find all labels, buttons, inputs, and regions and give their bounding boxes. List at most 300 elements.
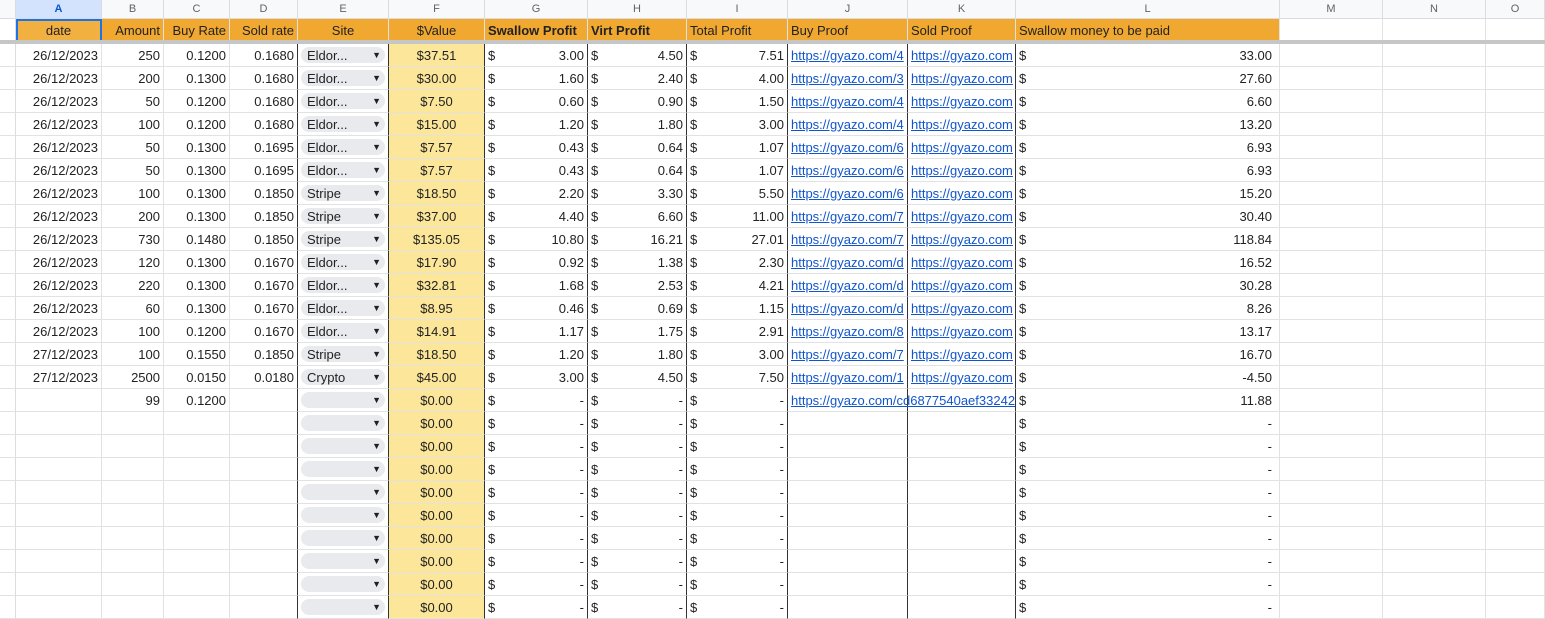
buy-rate-cell[interactable]: 0.1300	[164, 251, 230, 274]
virt-profit-cell[interactable]	[588, 343, 687, 366]
swallow-profit-cell[interactable]	[485, 481, 588, 504]
buy-rate-cell[interactable]	[164, 435, 230, 458]
header-value[interactable]: $Value	[389, 19, 485, 42]
header-buy-proof[interactable]: Buy Proof	[788, 19, 908, 42]
empty-cell[interactable]	[1280, 527, 1383, 550]
date-cell[interactable]	[16, 458, 102, 481]
empty-cell[interactable]	[1280, 596, 1383, 619]
site-dropdown[interactable]	[301, 185, 385, 201]
empty-cell[interactable]	[1383, 389, 1486, 412]
swallow-money-cell[interactable]	[1016, 113, 1280, 136]
virt-profit-cell[interactable]	[588, 90, 687, 113]
site-dropdown-cell[interactable]	[298, 67, 389, 90]
header-virt-profit[interactable]: Virt Profit	[588, 19, 687, 42]
amount-cell[interactable]: 100	[102, 343, 164, 366]
sold-proof-cell[interactable]	[908, 550, 1016, 573]
column-header-n[interactable]: N	[1383, 0, 1486, 19]
total-profit-cell[interactable]	[687, 205, 788, 228]
empty-cell[interactable]	[1280, 343, 1383, 366]
empty-cell[interactable]	[1280, 274, 1383, 297]
empty-cell[interactable]	[1383, 182, 1486, 205]
column-header-i[interactable]: I	[687, 0, 788, 19]
sold-proof-link[interactable]: https://gyazo.com	[911, 231, 1013, 247]
swallow-money-cell[interactable]	[1016, 67, 1280, 90]
empty-cell[interactable]	[1280, 573, 1383, 596]
total-profit-cell[interactable]	[687, 182, 788, 205]
empty-cell[interactable]	[1280, 113, 1383, 136]
site-dropdown[interactable]	[301, 461, 385, 477]
buy-proof-cell[interactable]	[788, 251, 908, 274]
empty-cell[interactable]	[1383, 274, 1486, 297]
empty-cell[interactable]	[1486, 389, 1545, 412]
swallow-money-cell[interactable]	[1016, 320, 1280, 343]
swallow-money-cell[interactable]	[1016, 228, 1280, 251]
site-dropdown[interactable]	[301, 300, 385, 316]
date-cell[interactable]: 26/12/2023	[16, 320, 102, 343]
buy-proof-cell[interactable]	[788, 435, 908, 458]
empty-cell[interactable]	[1280, 251, 1383, 274]
empty-cell[interactable]	[1383, 159, 1486, 182]
date-cell[interactable]: 26/12/2023	[16, 90, 102, 113]
date-cell[interactable]	[16, 504, 102, 527]
empty-cell[interactable]	[1383, 113, 1486, 136]
total-profit-cell[interactable]	[687, 274, 788, 297]
amount-cell[interactable]	[102, 573, 164, 596]
total-profit-cell[interactable]	[687, 550, 788, 573]
date-cell[interactable]: 26/12/2023	[16, 113, 102, 136]
swallow-money-cell[interactable]	[1016, 596, 1280, 619]
total-profit-cell[interactable]	[687, 297, 788, 320]
buy-rate-cell[interactable]: 0.1300	[164, 67, 230, 90]
empty-cell[interactable]	[1280, 182, 1383, 205]
empty-cell[interactable]	[1486, 274, 1545, 297]
sold-proof-cell[interactable]	[908, 159, 1016, 182]
total-profit-cell[interactable]	[687, 596, 788, 619]
total-profit-cell[interactable]	[687, 573, 788, 596]
site-dropdown[interactable]	[301, 530, 385, 546]
empty-cell[interactable]	[1486, 228, 1545, 251]
empty-cell[interactable]	[1486, 550, 1545, 573]
swallow-profit-cell[interactable]	[485, 366, 588, 389]
date-cell[interactable]: 26/12/2023	[16, 136, 102, 159]
value-cell[interactable]: $135.05	[389, 228, 485, 251]
empty-cell[interactable]	[1486, 67, 1545, 90]
column-header-h[interactable]: H	[588, 0, 687, 19]
swallow-money-cell[interactable]	[1016, 90, 1280, 113]
swallow-profit-cell[interactable]	[485, 182, 588, 205]
sold-rate-cell[interactable]	[230, 573, 298, 596]
swallow-money-cell[interactable]	[1016, 274, 1280, 297]
site-dropdown-cell[interactable]	[298, 320, 389, 343]
buy-rate-cell[interactable]: 0.1200	[164, 113, 230, 136]
swallow-profit-cell[interactable]	[485, 159, 588, 182]
date-cell[interactable]: 26/12/2023	[16, 205, 102, 228]
virt-profit-cell[interactable]	[588, 205, 687, 228]
total-profit-cell[interactable]	[687, 412, 788, 435]
site-dropdown-cell[interactable]	[298, 458, 389, 481]
header-swallow-profit[interactable]: Swallow Profit	[485, 19, 588, 42]
value-cell[interactable]: $0.00	[389, 412, 485, 435]
sold-proof-cell[interactable]	[908, 251, 1016, 274]
swallow-profit-cell[interactable]	[485, 274, 588, 297]
swallow-profit-cell[interactable]	[485, 343, 588, 366]
swallow-profit-cell[interactable]	[485, 550, 588, 573]
header-blank-cell[interactable]	[1383, 19, 1486, 42]
site-dropdown[interactable]	[301, 507, 385, 523]
buy-proof-cell[interactable]	[788, 596, 908, 619]
date-cell[interactable]	[16, 596, 102, 619]
swallow-profit-cell[interactable]	[485, 389, 588, 412]
virt-profit-cell[interactable]	[588, 504, 687, 527]
swallow-money-cell[interactable]	[1016, 435, 1280, 458]
sold-rate-cell[interactable]: 0.1670	[230, 274, 298, 297]
virt-profit-cell[interactable]	[588, 527, 687, 550]
site-dropdown-cell[interactable]	[298, 389, 389, 412]
sold-rate-cell[interactable]: 0.1695	[230, 136, 298, 159]
buy-rate-cell[interactable]: 0.1200	[164, 389, 230, 412]
value-cell[interactable]: $0.00	[389, 458, 485, 481]
empty-cell[interactable]	[1486, 435, 1545, 458]
site-dropdown[interactable]	[301, 438, 385, 454]
date-cell[interactable]: 26/12/2023	[16, 251, 102, 274]
site-dropdown-cell[interactable]	[298, 596, 389, 619]
buy-rate-cell[interactable]: 0.1300	[164, 136, 230, 159]
buy-proof-cell[interactable]	[788, 274, 908, 297]
sold-proof-cell[interactable]	[908, 527, 1016, 550]
column-header-b[interactable]: B	[102, 0, 164, 19]
buy-proof-cell[interactable]	[788, 458, 908, 481]
empty-cell[interactable]	[1486, 343, 1545, 366]
column-header-g[interactable]: G	[485, 0, 588, 19]
virt-profit-cell[interactable]	[588, 297, 687, 320]
amount-cell[interactable]	[102, 435, 164, 458]
swallow-money-cell[interactable]	[1016, 504, 1280, 527]
empty-cell[interactable]	[1486, 596, 1545, 619]
sold-proof-cell[interactable]	[908, 136, 1016, 159]
swallow-money-cell[interactable]	[1016, 573, 1280, 596]
empty-cell[interactable]	[1486, 458, 1545, 481]
swallow-money-cell[interactable]	[1016, 44, 1280, 67]
amount-cell[interactable]: 50	[102, 90, 164, 113]
empty-cell[interactable]	[1280, 550, 1383, 573]
empty-cell[interactable]	[1486, 527, 1545, 550]
empty-cell[interactable]	[1383, 44, 1486, 67]
buy-proof-cell[interactable]	[788, 113, 908, 136]
buy-proof-cell[interactable]	[788, 320, 908, 343]
amount-cell[interactable]: 120	[102, 251, 164, 274]
sold-proof-cell[interactable]	[908, 205, 1016, 228]
buy-proof-cell[interactable]	[788, 90, 908, 113]
empty-cell[interactable]	[1486, 251, 1545, 274]
amount-cell[interactable]: 100	[102, 320, 164, 343]
site-dropdown-cell[interactable]	[298, 550, 389, 573]
empty-cell[interactable]	[1383, 573, 1486, 596]
buy-proof-cell[interactable]	[788, 136, 908, 159]
site-dropdown[interactable]	[301, 47, 385, 63]
value-cell[interactable]: $17.90	[389, 251, 485, 274]
date-cell[interactable]: 27/12/2023	[16, 343, 102, 366]
site-dropdown-cell[interactable]	[298, 412, 389, 435]
site-dropdown-cell[interactable]	[298, 251, 389, 274]
sold-rate-cell[interactable]	[230, 481, 298, 504]
virt-profit-cell[interactable]	[588, 320, 687, 343]
header-total-profit[interactable]: Total Profit	[687, 19, 788, 42]
swallow-profit-cell[interactable]	[485, 113, 588, 136]
header-sold-rate[interactable]: Sold rate	[230, 19, 298, 42]
buy-proof-cell[interactable]	[788, 205, 908, 228]
sold-proof-cell[interactable]	[908, 435, 1016, 458]
sold-rate-cell[interactable]	[230, 527, 298, 550]
sold-proof-link[interactable]: https://gyazo.com	[911, 93, 1013, 109]
empty-cell[interactable]	[1486, 573, 1545, 596]
header-buy-rate[interactable]: Buy Rate	[164, 19, 230, 42]
total-profit-cell[interactable]	[687, 504, 788, 527]
buy-rate-cell[interactable]	[164, 412, 230, 435]
amount-cell[interactable]	[102, 550, 164, 573]
site-dropdown[interactable]	[301, 70, 385, 86]
sold-rate-cell[interactable]: 0.0180	[230, 366, 298, 389]
sold-proof-link[interactable]: https://gyazo.com	[911, 346, 1013, 362]
swallow-money-cell[interactable]	[1016, 366, 1280, 389]
empty-cell[interactable]	[1486, 320, 1545, 343]
swallow-profit-cell[interactable]	[485, 205, 588, 228]
buy-rate-cell[interactable]: 0.1300	[164, 159, 230, 182]
site-dropdown-cell[interactable]	[298, 205, 389, 228]
buy-rate-cell[interactable]: 0.0150	[164, 366, 230, 389]
amount-cell[interactable]: 250	[102, 44, 164, 67]
empty-cell[interactable]	[1383, 481, 1486, 504]
virt-profit-cell[interactable]	[588, 251, 687, 274]
sold-proof-link[interactable]: https://gyazo.com	[911, 208, 1013, 224]
header-amount[interactable]: Amount	[102, 19, 164, 42]
sold-rate-cell[interactable]	[230, 504, 298, 527]
total-profit-cell[interactable]	[687, 159, 788, 182]
site-dropdown[interactable]	[301, 139, 385, 155]
site-dropdown[interactable]	[301, 231, 385, 247]
buy-rate-cell[interactable]	[164, 596, 230, 619]
buy-proof-link[interactable]: https://gyazo.com/6	[791, 139, 904, 155]
empty-cell[interactable]	[1280, 44, 1383, 67]
empty-cell[interactable]	[1383, 320, 1486, 343]
sold-proof-cell[interactable]	[908, 182, 1016, 205]
site-dropdown[interactable]	[301, 553, 385, 569]
empty-cell[interactable]	[1280, 435, 1383, 458]
site-dropdown-cell[interactable]	[298, 504, 389, 527]
empty-cell[interactable]	[1280, 366, 1383, 389]
date-cell[interactable]: 27/12/2023	[16, 366, 102, 389]
sold-rate-cell[interactable]: 0.1850	[230, 343, 298, 366]
site-dropdown-cell[interactable]	[298, 228, 389, 251]
buy-rate-cell[interactable]	[164, 550, 230, 573]
date-cell[interactable]: 26/12/2023	[16, 182, 102, 205]
swallow-money-cell[interactable]	[1016, 251, 1280, 274]
swallow-money-cell[interactable]	[1016, 159, 1280, 182]
value-cell[interactable]: $37.51	[389, 44, 485, 67]
virt-profit-cell[interactable]	[588, 113, 687, 136]
date-cell[interactable]: 26/12/2023	[16, 274, 102, 297]
column-header-l[interactable]: L	[1016, 0, 1280, 19]
value-cell[interactable]: $18.50	[389, 182, 485, 205]
swallow-money-cell[interactable]	[1016, 458, 1280, 481]
empty-cell[interactable]	[1486, 366, 1545, 389]
sold-rate-cell[interactable]: 0.1670	[230, 297, 298, 320]
site-dropdown-cell[interactable]	[298, 44, 389, 67]
empty-cell[interactable]	[1486, 113, 1545, 136]
sold-proof-cell[interactable]	[908, 320, 1016, 343]
site-dropdown-cell[interactable]	[298, 297, 389, 320]
swallow-money-cell[interactable]	[1016, 182, 1280, 205]
empty-cell[interactable]	[1383, 412, 1486, 435]
total-profit-cell[interactable]	[687, 458, 788, 481]
sold-rate-cell[interactable]: 0.1850	[230, 228, 298, 251]
swallow-profit-cell[interactable]	[485, 435, 588, 458]
empty-cell[interactable]	[1486, 504, 1545, 527]
buy-proof-cell[interactable]	[788, 182, 908, 205]
amount-cell[interactable]	[102, 596, 164, 619]
virt-profit-cell[interactable]	[588, 228, 687, 251]
sold-proof-cell[interactable]	[908, 44, 1016, 67]
value-cell[interactable]: $0.00	[389, 596, 485, 619]
sold-proof-cell[interactable]	[908, 274, 1016, 297]
date-cell[interactable]: 26/12/2023	[16, 159, 102, 182]
value-cell[interactable]: $14.91	[389, 320, 485, 343]
virt-profit-cell[interactable]	[588, 44, 687, 67]
sold-proof-cell[interactable]	[908, 90, 1016, 113]
sold-rate-cell[interactable]	[230, 412, 298, 435]
buy-proof-cell[interactable]	[788, 527, 908, 550]
sold-proof-link[interactable]: https://gyazo.com	[911, 70, 1013, 86]
value-cell[interactable]: $0.00	[389, 504, 485, 527]
sold-rate-cell[interactable]: 0.1670	[230, 251, 298, 274]
total-profit-cell[interactable]	[687, 228, 788, 251]
swallow-money-cell[interactable]	[1016, 297, 1280, 320]
buy-proof-link[interactable]: https://gyazo.com/6	[791, 185, 904, 201]
sold-proof-link[interactable]: https://gyazo.com	[911, 47, 1013, 63]
swallow-profit-cell[interactable]	[485, 573, 588, 596]
column-header-d[interactable]: D	[230, 0, 298, 19]
date-cell[interactable]: 26/12/2023	[16, 297, 102, 320]
value-cell[interactable]: $30.00	[389, 67, 485, 90]
site-dropdown[interactable]	[301, 415, 385, 431]
sold-rate-cell[interactable]: 0.1850	[230, 182, 298, 205]
date-cell[interactable]	[16, 481, 102, 504]
header-sold-proof[interactable]: Sold Proof	[908, 19, 1016, 42]
site-dropdown[interactable]	[301, 484, 385, 500]
empty-cell[interactable]	[1383, 458, 1486, 481]
sold-rate-cell[interactable]: 0.1680	[230, 113, 298, 136]
value-cell[interactable]: $0.00	[389, 550, 485, 573]
site-dropdown[interactable]	[301, 599, 385, 615]
sold-proof-cell[interactable]	[908, 573, 1016, 596]
sold-proof-link[interactable]: https://gyazo.com	[911, 323, 1013, 339]
header-blank-cell[interactable]	[1486, 19, 1545, 42]
sold-proof-link[interactable]: https://gyazo.com	[911, 185, 1013, 201]
sold-rate-cell[interactable]: 0.1680	[230, 67, 298, 90]
buy-proof-cell[interactable]	[788, 412, 908, 435]
buy-proof-cell[interactable]	[788, 159, 908, 182]
sold-proof-cell[interactable]	[908, 596, 1016, 619]
buy-proof-link[interactable]: https://gyazo.com/4	[791, 93, 904, 109]
header-date[interactable]: date	[16, 19, 102, 42]
buy-rate-cell[interactable]: 0.1300	[164, 205, 230, 228]
swallow-money-cell[interactable]	[1016, 343, 1280, 366]
date-cell[interactable]	[16, 550, 102, 573]
date-cell[interactable]: 26/12/2023	[16, 228, 102, 251]
buy-rate-cell[interactable]: 0.1300	[164, 182, 230, 205]
sold-rate-cell[interactable]	[230, 550, 298, 573]
empty-cell[interactable]	[1280, 228, 1383, 251]
swallow-profit-cell[interactable]	[485, 596, 588, 619]
virt-profit-cell[interactable]	[588, 274, 687, 297]
value-cell[interactable]: $37.00	[389, 205, 485, 228]
sold-proof-cell[interactable]	[908, 504, 1016, 527]
buy-proof-cell[interactable]	[788, 67, 908, 90]
total-profit-cell[interactable]	[687, 366, 788, 389]
site-dropdown[interactable]	[301, 323, 385, 339]
amount-cell[interactable]	[102, 481, 164, 504]
site-dropdown[interactable]	[301, 392, 385, 408]
swallow-profit-cell[interactable]	[485, 297, 588, 320]
value-cell[interactable]: $7.57	[389, 136, 485, 159]
empty-cell[interactable]	[1383, 596, 1486, 619]
sold-proof-cell[interactable]	[908, 389, 1016, 412]
empty-cell[interactable]	[1280, 504, 1383, 527]
amount-cell[interactable]	[102, 527, 164, 550]
empty-cell[interactable]	[1280, 159, 1383, 182]
amount-cell[interactable]: 100	[102, 182, 164, 205]
amount-cell[interactable]: 220	[102, 274, 164, 297]
amount-cell[interactable]: 50	[102, 136, 164, 159]
empty-cell[interactable]	[1280, 481, 1383, 504]
sold-proof-link[interactable]: https://gyazo.com	[911, 277, 1013, 293]
swallow-money-cell[interactable]	[1016, 527, 1280, 550]
buy-proof-link[interactable]: https://gyazo.com/4	[791, 47, 904, 63]
amount-cell[interactable]	[102, 504, 164, 527]
header-site[interactable]: Site	[298, 19, 389, 42]
amount-cell[interactable]: 2500	[102, 366, 164, 389]
buy-proof-link[interactable]: https://gyazo.com/3	[791, 70, 904, 86]
total-profit-cell[interactable]	[687, 90, 788, 113]
buy-rate-cell[interactable]	[164, 573, 230, 596]
site-dropdown[interactable]	[301, 254, 385, 270]
corner-select-all[interactable]	[0, 0, 16, 19]
buy-proof-cell[interactable]	[788, 573, 908, 596]
swallow-profit-cell[interactable]	[485, 504, 588, 527]
buy-proof-link[interactable]: https://gyazo.com/7	[791, 346, 904, 362]
sold-proof-cell[interactable]	[908, 412, 1016, 435]
empty-cell[interactable]	[1280, 90, 1383, 113]
date-cell[interactable]	[16, 527, 102, 550]
site-dropdown-cell[interactable]	[298, 573, 389, 596]
site-dropdown-cell[interactable]	[298, 159, 389, 182]
sold-proof-cell[interactable]	[908, 113, 1016, 136]
total-profit-cell[interactable]	[687, 113, 788, 136]
virt-profit-cell[interactable]	[588, 596, 687, 619]
swallow-profit-cell[interactable]	[485, 527, 588, 550]
empty-cell[interactable]	[1486, 205, 1545, 228]
buy-rate-cell[interactable]: 0.1300	[164, 297, 230, 320]
swallow-money-cell[interactable]	[1016, 412, 1280, 435]
virt-profit-cell[interactable]	[588, 136, 687, 159]
total-profit-cell[interactable]	[687, 343, 788, 366]
buy-proof-cell[interactable]	[788, 44, 908, 67]
swallow-money-cell[interactable]	[1016, 205, 1280, 228]
column-header-o[interactable]: O	[1486, 0, 1545, 19]
site-dropdown[interactable]	[301, 346, 385, 362]
date-cell[interactable]: 26/12/2023	[16, 44, 102, 67]
site-dropdown-cell[interactable]	[298, 527, 389, 550]
swallow-profit-cell[interactable]	[485, 90, 588, 113]
